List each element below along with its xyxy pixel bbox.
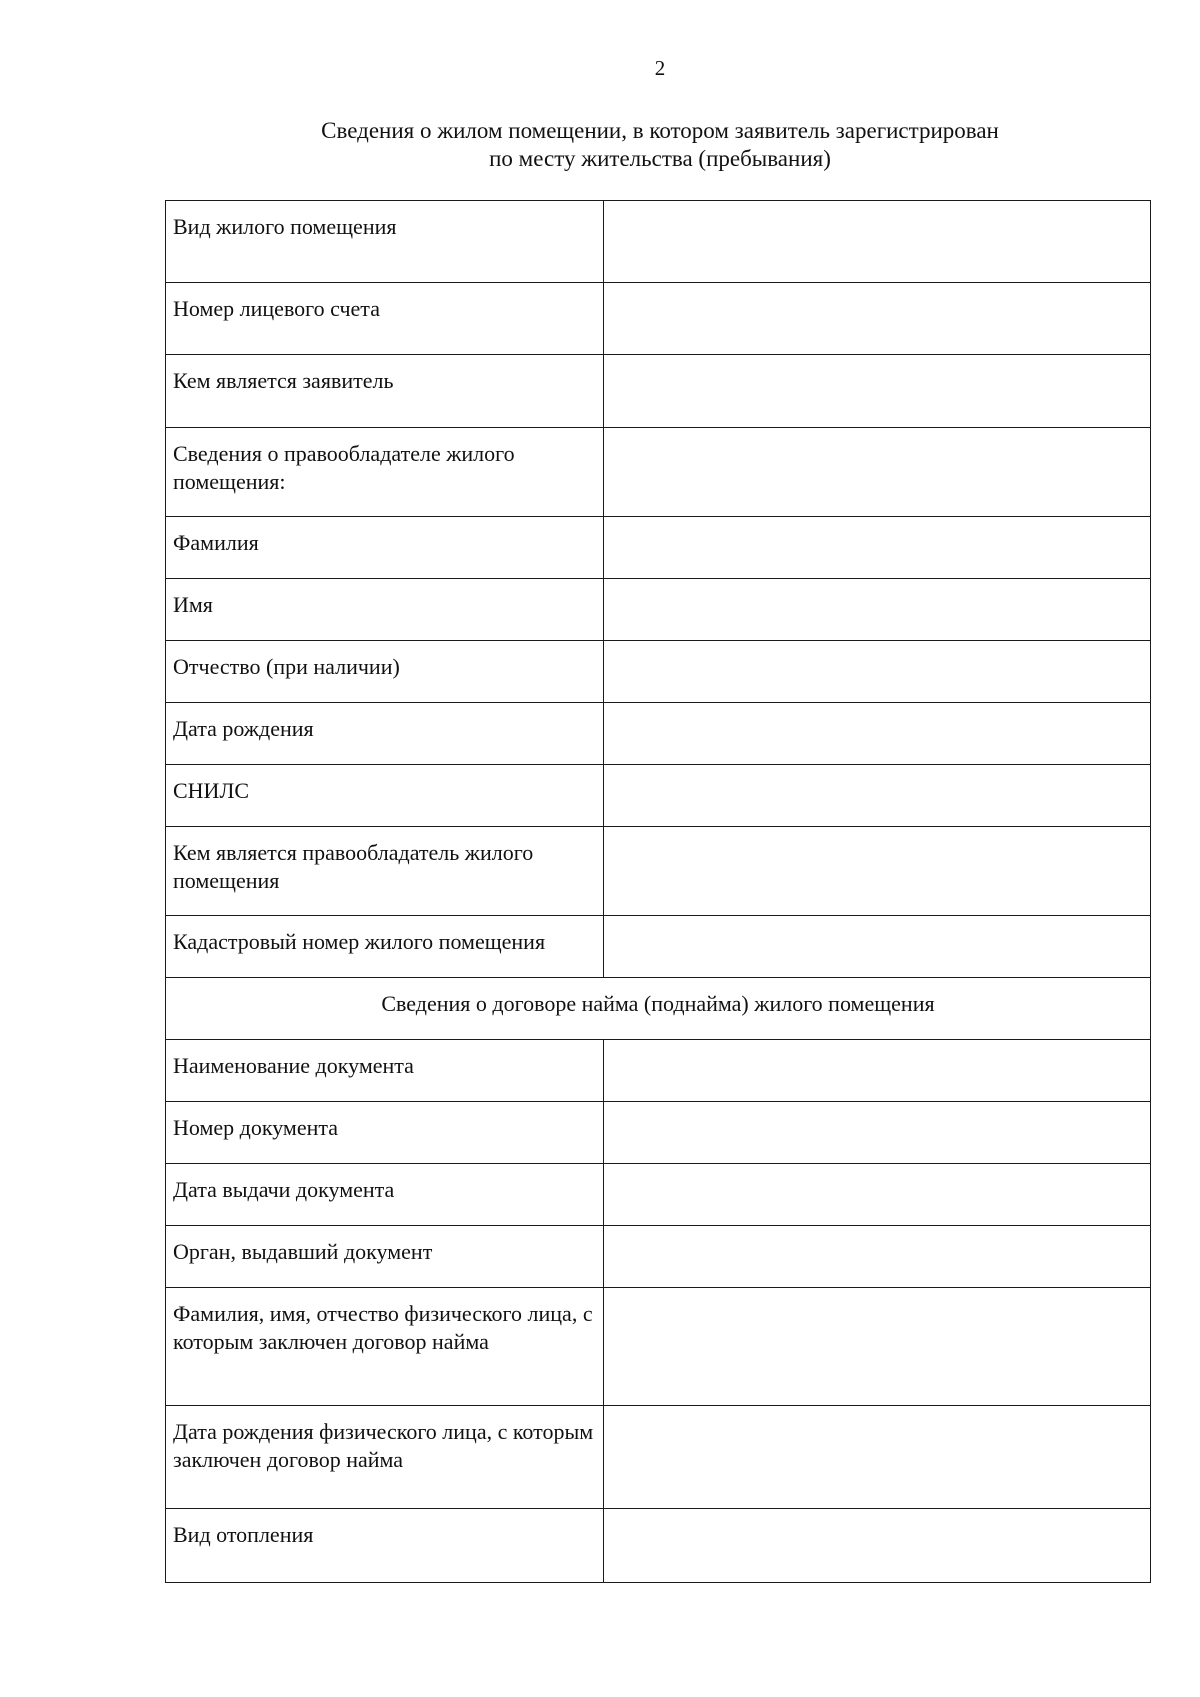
- page-title-line-2: по месту жительства (пребывания): [489, 146, 831, 171]
- tenant-birth-date-field[interactable]: [604, 1406, 1151, 1509]
- row-label-owner-role: Кем является правообладатель жилого помещения: [166, 827, 604, 916]
- account-number-field[interactable]: [604, 283, 1151, 355]
- issuing-authority-field[interactable]: [604, 1226, 1151, 1288]
- table-row-patronymic: [166, 641, 1151, 703]
- row-label-housing-type: Вид жилого помещения: [166, 201, 604, 283]
- table-row-birth-date: [166, 703, 1151, 765]
- table-row-owner-role: [166, 827, 1151, 916]
- table-row-housing-type: [166, 201, 1151, 283]
- row-label-birth-date: Дата рождения: [166, 703, 604, 765]
- cadastral-number-field[interactable]: [604, 916, 1151, 978]
- page-title: [0, 117, 1200, 173]
- table-row-cadastral-number: [166, 916, 1151, 978]
- table-row-tenant-birth-date: [166, 1406, 1151, 1509]
- table-row-applicant-role: [166, 355, 1151, 428]
- row-label-document-issue-date: Дата выдачи документа: [166, 1164, 604, 1226]
- applicant-role-field[interactable]: [604, 355, 1151, 428]
- table-row-account-number: [166, 283, 1151, 355]
- table-row-owner-info: [166, 428, 1151, 517]
- page-title-line-1: Сведения о жилом помещении, в котором заявитель зарегистрирован: [321, 118, 999, 143]
- table-row-snils: [166, 765, 1151, 827]
- heating-type-field[interactable]: [604, 1509, 1151, 1583]
- row-label-tenant-full-name: Фамилия, имя, отчество физического лица, с которым заключен договор найма: [166, 1288, 604, 1406]
- row-label-cadastral-number: Кадастровый номер жилого помещения: [166, 916, 604, 978]
- table-row-issuing-authority: [166, 1226, 1151, 1288]
- row-label-applicant-role: Кем является заявитель: [166, 355, 604, 428]
- row-label-owner-info: Сведения о правообладателе жилого помещения:: [166, 428, 604, 517]
- snils-field[interactable]: [604, 765, 1151, 827]
- row-label-heating-type: Вид отопления: [166, 1509, 604, 1583]
- page-number: 2: [654, 56, 666, 80]
- table-row-heating-type: [166, 1509, 1151, 1583]
- owner-role-field[interactable]: [604, 827, 1151, 916]
- row-label-tenant-birth-date: Дата рождения физического лица, с которым заключен договор найма: [166, 1406, 604, 1509]
- row-label-account-number: Номер лицевого счета: [166, 283, 604, 355]
- document-name-field[interactable]: [604, 1040, 1151, 1102]
- row-label-document-name: Наименование документа: [166, 1040, 604, 1102]
- row-label-patronymic: Отчество (при наличии): [166, 641, 604, 703]
- tenant-full-name-field[interactable]: [604, 1288, 1151, 1406]
- housing-type-field[interactable]: [604, 201, 1151, 283]
- table-row-document-number: [166, 1102, 1151, 1164]
- housing-info-table: [165, 200, 1151, 1583]
- patronymic-field[interactable]: [604, 641, 1151, 703]
- row-label-issuing-authority: Орган, выдавший документ: [166, 1226, 604, 1288]
- table-row-tenant-full-name: [166, 1288, 1151, 1406]
- row-label-surname: Фамилия: [166, 517, 604, 579]
- document-number-field[interactable]: [604, 1102, 1151, 1164]
- table-row-document-issue-date: [166, 1164, 1151, 1226]
- table-row-surname: [166, 517, 1151, 579]
- lease-section-header: Сведения о договоре найма (поднайма) жилого помещения: [166, 978, 1151, 1040]
- table-row-section-header: [166, 978, 1151, 1040]
- document-issue-date-field[interactable]: [604, 1164, 1151, 1226]
- owner-info-field[interactable]: [604, 428, 1151, 517]
- surname-field[interactable]: [604, 517, 1151, 579]
- row-label-document-number: Номер документа: [166, 1102, 604, 1164]
- birth-date-field[interactable]: [604, 703, 1151, 765]
- row-label-snils: СНИЛС: [166, 765, 604, 827]
- table-row-document-name: [166, 1040, 1151, 1102]
- row-label-name: Имя: [166, 579, 604, 641]
- name-field[interactable]: [604, 579, 1151, 641]
- table-row-name: [166, 579, 1151, 641]
